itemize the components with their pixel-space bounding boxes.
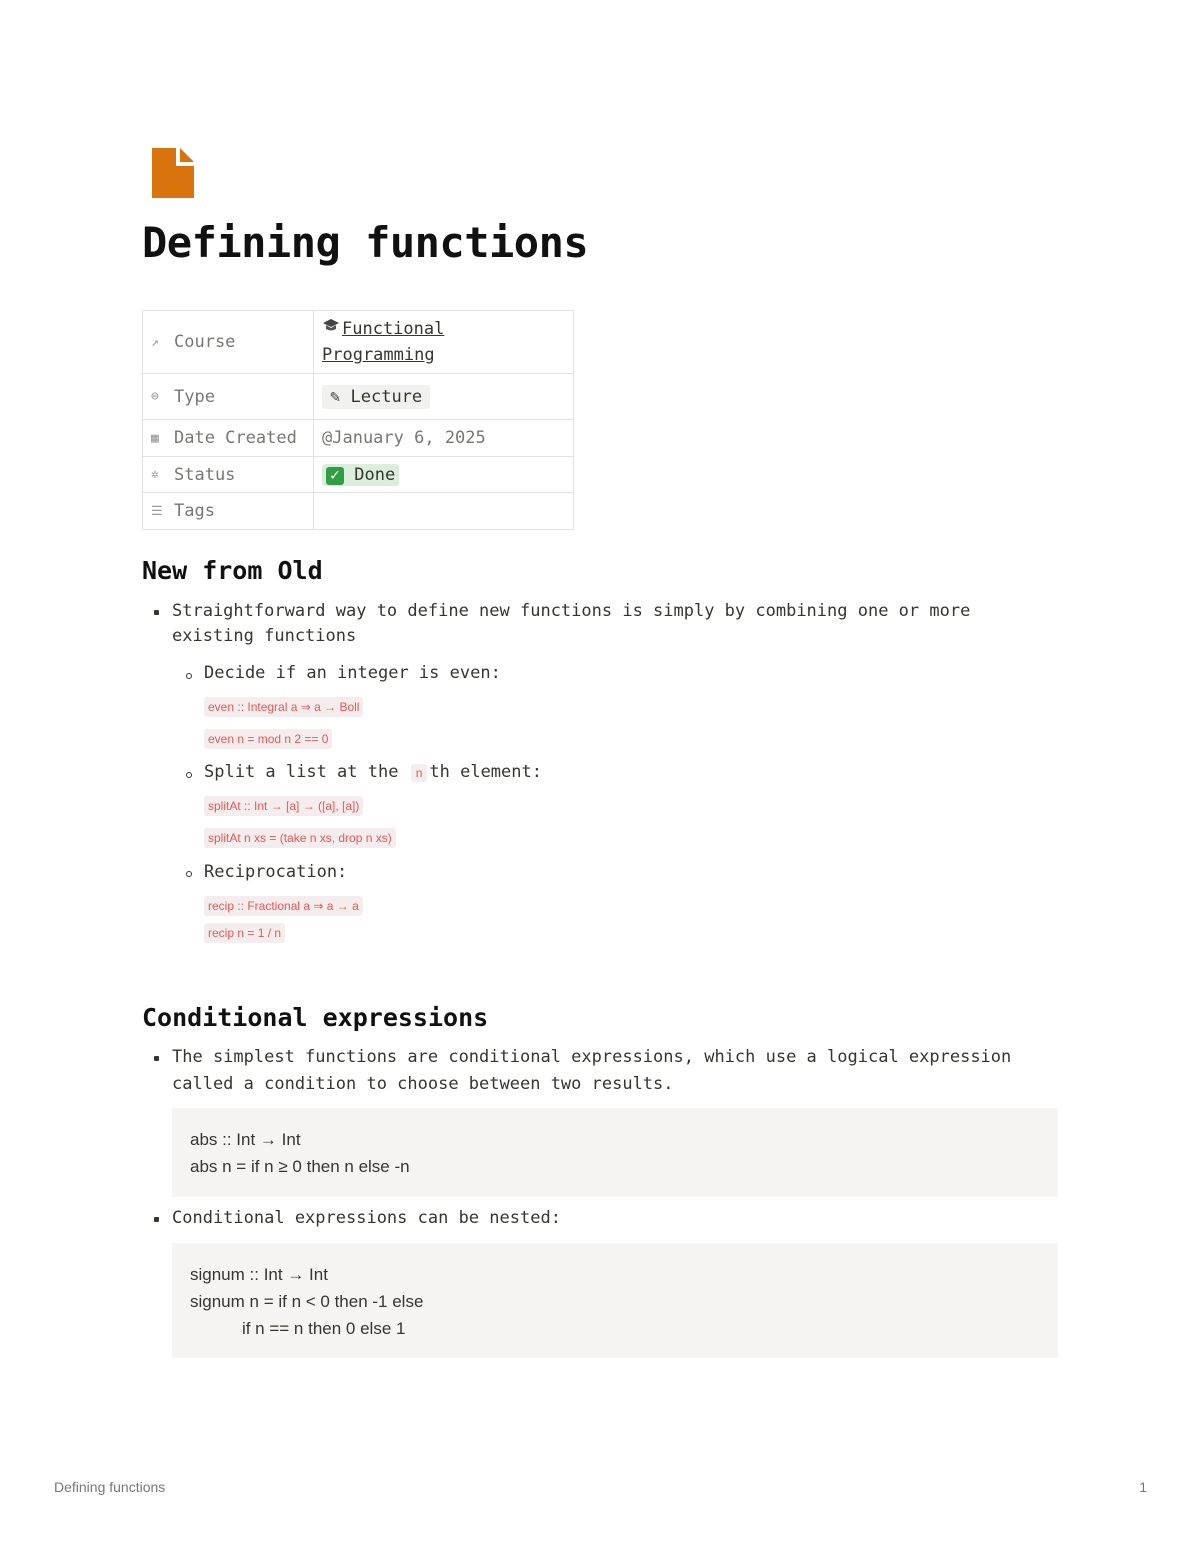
inline-code: recip :: Fractional a ⇒ a → a (204, 896, 363, 916)
status-tag[interactable]: ✓ Done (322, 464, 399, 486)
sub-bullet (186, 772, 192, 778)
property-key-status: ✲ Status (143, 457, 314, 493)
page-number: 1 (1139, 1479, 1147, 1495)
property-value-course[interactable] (314, 311, 574, 374)
property-row-date (143, 420, 574, 457)
bullet (154, 1217, 159, 1222)
sub-bullet-text: Reciprocation: (204, 862, 348, 882)
bullet (154, 610, 159, 615)
cap-icon (322, 318, 342, 339)
property-key-course: ↗ Course (143, 311, 314, 374)
inline-code-n: n (411, 764, 428, 782)
bullet-text: The simplest functions are conditional expressions, which use a logical expression (172, 1047, 1012, 1067)
heading-new-from-old: New from Old (142, 556, 323, 585)
property-key-tags: ☰ Tags (143, 493, 314, 530)
code-line: abs n = if n ≥ 0 then n else -n (190, 1157, 410, 1176)
property-row-tags (143, 493, 574, 530)
select-icon: ⊜ (151, 389, 159, 404)
property-key-date: ▦ Date Created (143, 420, 314, 457)
footer-title: Defining functions (54, 1479, 166, 1495)
property-row-status (143, 457, 574, 493)
code-line: signum n = if n < 0 then -1 else (190, 1292, 424, 1311)
bullet (154, 1056, 159, 1061)
properties-table (142, 310, 574, 530)
code-line: abs :: Int → Int (190, 1130, 301, 1149)
heading-conditional-expressions: Conditional expressions (142, 1003, 489, 1032)
type-tag[interactable]: ✎ Lecture (322, 385, 430, 409)
page-title: Defining functions (142, 218, 589, 267)
property-value-tags[interactable] (314, 493, 574, 530)
calendar-icon: ▦ (151, 430, 159, 446)
inline-code: even :: Integral a ⇒ a → Boll (204, 697, 363, 717)
inline-code: splitAt :: Int → [a] → ([a], [a]) (204, 796, 363, 816)
sub-bullet-text: Split a list at the n th element: (204, 762, 542, 782)
arrow-up-right-icon: ↗ (151, 334, 159, 350)
code-line: signum :: Int → Int (190, 1265, 328, 1284)
code-line: if n == n then 0 else 1 (190, 1319, 406, 1338)
property-value-status[interactable] (314, 457, 574, 493)
bullet-text: Straightforward way to define new functions is simply by combining one or more (172, 601, 971, 621)
status-icon: ✲ (151, 467, 159, 482)
inline-code: splitAt n xs = (take n xs, drop n xs) (204, 828, 396, 848)
course-link[interactable]: Functional Programming (322, 319, 445, 365)
bullet-text-cont: called a condition to choose between two results. (172, 1074, 674, 1094)
property-key-type: ⊜ Type (143, 374, 314, 420)
bullet-text: Conditional expressions can be nested: (172, 1208, 561, 1228)
inline-code: recip n = 1 / n (204, 923, 285, 943)
property-value-type[interactable] (314, 374, 574, 420)
memo-icon: ✎ (330, 386, 341, 407)
property-row-type (143, 374, 574, 420)
sub-bullet (186, 673, 192, 679)
sub-bullet-text: Decide if an integer is even: (204, 663, 501, 683)
sub-bullet (186, 871, 192, 877)
bullet-text-cont: existing functions (172, 626, 357, 646)
list-icon: ☰ (151, 503, 163, 519)
document-icon (152, 148, 194, 198)
property-row-course (143, 311, 574, 374)
code-block (172, 1243, 1058, 1358)
property-value-date[interactable]: @January 6, 2025 (314, 420, 574, 457)
inline-code: even n = mod n 2 == 0 (204, 729, 332, 749)
code-block (172, 1108, 1058, 1197)
check-icon: ✓ (326, 467, 344, 485)
